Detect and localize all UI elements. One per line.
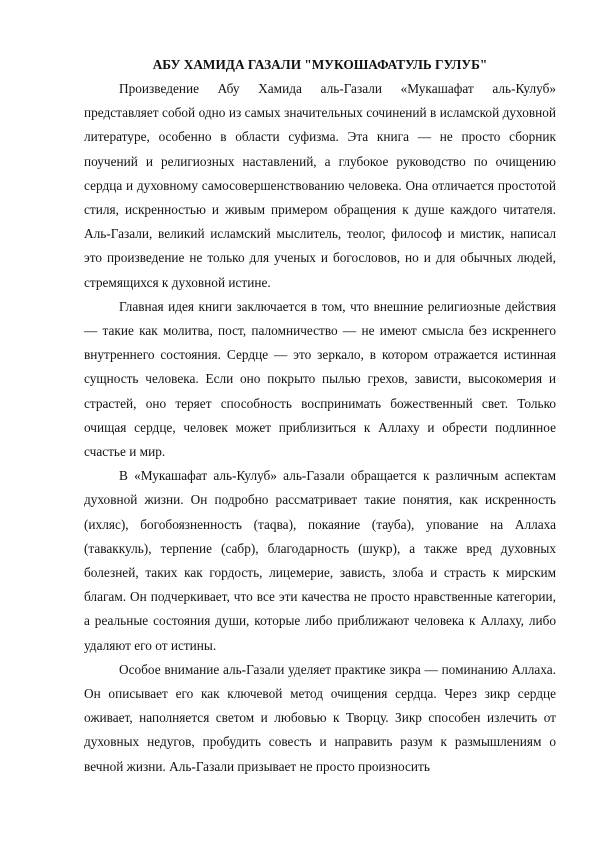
- paragraph-4: Особое внимание аль-Газали уделяет практике зикра — поминанию Аллаха. Он описывает его как ключевой метод очищения сердца. Через зикр сердце оживает, наполняется светом и любовью к Творцу. Зикр способен излечить от духовных недугов, пробудить совесть и направить разум к размышлениям о вечной жизни. Аль-Газали призывает не просто произносить: [84, 661, 556, 774]
- document-body: [84, 53, 556, 779]
- paragraph-1: Произведение Абу Хамида аль-Газали «Мукашафат аль-Кулуб» представляет собой одно из самых значительных сочинений в исламской духовной литературе, особенно в области суфизма. Эта книга — не просто сборник поучений и религиозных наставлений, а глубокое руководство по очищению сердца и духовному самосовершенствованию человека. Она отличается простотой стиля, искренностью и живым примером обращения к душе каждого читателя. Аль-Газали, великий исламский мыслитель, теолог, философ и мистик, написал это произведение не только для ученых и богословов, но и для обычных людей, стремящихся к духовной истине.: [84, 81, 556, 290]
- document-title: АБУ ХАМИДА ГАЗАЛИ "МУКОШАФАТУЛЬ ГУЛУБ": [152, 57, 488, 72]
- paragraph-3: В «Мукашафат аль-Кулуб» аль-Газали обращается к различным аспектам духовной жизни. Он подробно рассматривает такие понятия, как искренность (ихляс), богобоязненность (таqва), покаяние (тауба), упование на Аллаха (таваккуль), терпение (сабр), благодарность (шукр), а также вред духовных болезней, таких как гордость, лицемерие, зависть, злоба и страсть к мирским благам. Он подчеркивает, что все эти качества не просто нравственные категории, а реальные состояния души, которые либо приближают человека к Аллаху, либо удаляют его от истины.: [84, 468, 556, 653]
- paragraph-2: Главная идея книги заключается в том, что внешние религиозные действия — такие как молитва, пост, паломничество — не имеют смысла без искреннего внутреннего состояния. Сердце — это зеркало, в котором отражается истинная сущность человека. Если оно покрыто пылью грехов, зависти, высокомерия и страстей, оно теряет способность воспринимать божественный свет. Только очищая сердце, человек может приблизиться к Аллаху и обрести подлинное счастье и мир.: [84, 298, 556, 460]
